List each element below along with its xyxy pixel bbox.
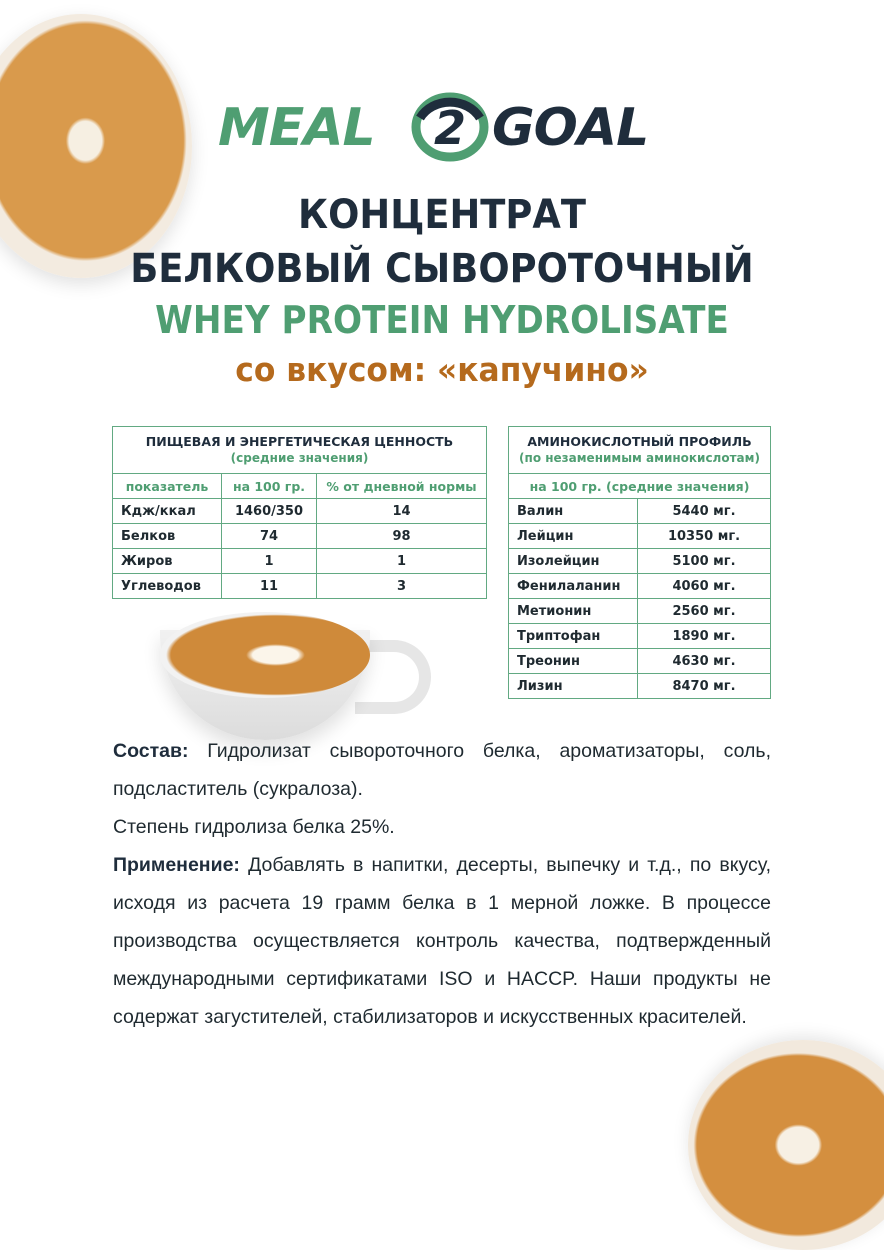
row-label: Треонин [509, 649, 638, 674]
nutrition-table-header [113, 427, 487, 474]
table-row [509, 524, 771, 549]
flavor-label: со вкусом: «капучино» [235, 350, 649, 389]
cell-value: 5100 мг. [638, 549, 771, 574]
row-label: Триптофан [509, 624, 638, 649]
table-row [509, 499, 771, 524]
cell-value: 4060 мг. [638, 574, 771, 599]
column-header: на 100 гр. [222, 474, 317, 499]
table-row [509, 674, 771, 699]
amino-subheading: (по незаменимым аминокислотам) [519, 451, 760, 465]
cell-value: 2560 мг. [638, 599, 771, 624]
row-label: Лейцин [509, 524, 638, 549]
cell-value: 1 [317, 549, 487, 574]
logo-goal: GOAL [492, 98, 649, 158]
logo-2-icon [404, 90, 496, 164]
row-label: Метионин [509, 599, 638, 624]
row-label: Кдж/ккал [113, 499, 222, 524]
cell-value: 4630 мг. [638, 649, 771, 674]
table-row [509, 599, 771, 624]
amino-acid-table [508, 426, 771, 699]
nutrition-table [112, 426, 487, 599]
cell-value: 5440 мг. [638, 499, 771, 524]
usage-paragraph [113, 846, 771, 1036]
row-label: Углеводов [113, 574, 222, 599]
composition-text: Гидролизат сывороточного белка, ароматизаторы, соль, подсластитель (сукралоза). [113, 740, 771, 800]
cell-value: 1890 мг. [638, 624, 771, 649]
cell-value: 14 [317, 499, 487, 524]
logo-meal: MEAL [218, 98, 375, 158]
cell-value: 8470 мг. [638, 674, 771, 699]
nutrition-column-headers [113, 474, 487, 499]
composition-paragraph [113, 732, 771, 808]
amino-table-header [509, 427, 771, 474]
row-label: Фенилаланин [509, 574, 638, 599]
product-title-english: WHEY PROTEIN HYDROLISATE [155, 298, 729, 342]
composition-label: Состав: [113, 740, 189, 762]
coffee-cup-image-center [150, 600, 480, 740]
table-row [113, 499, 487, 524]
column-header: на 100 гр. (средние значения) [509, 474, 771, 499]
cell-value: 98 [317, 524, 487, 549]
cell-value: 3 [317, 574, 487, 599]
product-title-line2: БЕЛКОВЫЙ СЫВОРОТОЧНЫЙ [130, 246, 754, 292]
row-label: Белков [113, 524, 222, 549]
cell-value: 74 [222, 524, 317, 549]
amino-heading: АМИНОКИСЛОТНЫЙ ПРОФИЛЬ [527, 434, 752, 449]
logo-mark-text: 2 [433, 101, 467, 155]
column-header: показатель [113, 474, 222, 499]
table-row [113, 524, 487, 549]
cell-value: 1 [222, 549, 317, 574]
table-row [113, 549, 487, 574]
cell-value: 1460/350 [222, 499, 317, 524]
table-row [509, 649, 771, 674]
table-row [509, 549, 771, 574]
hydrolysis-paragraph: Степень гидролиза белка 25%. [113, 816, 395, 838]
row-label: Лизин [509, 674, 638, 699]
product-title-line1: КОНЦЕНТРАТ [298, 192, 586, 238]
cup-foam [160, 612, 370, 698]
row-label: Жиров [113, 549, 222, 574]
amino-column-header-row [509, 474, 771, 499]
table-row [509, 624, 771, 649]
table-row [509, 574, 771, 599]
usage-text: Добавлять в напитки, десерты, выпечку и т.д., по вкусу, исходя из расчета 19 грамм белка в 1 мерной ложке. В процессе производства осуществляется контроль качества, подтвержденный международными сертификатами ISO и HACCP. Наши продукты не содержат загустителей, стабилизаторов и искусственных красителей. [113, 854, 771, 1028]
coffee-cup-image-bottom-right [688, 1040, 884, 1250]
cell-value: 11 [222, 574, 317, 599]
brand-logo [0, 90, 884, 170]
row-label: Валин [509, 499, 638, 524]
column-header: % от дневной нормы [317, 474, 487, 499]
cell-value: 10350 мг. [638, 524, 771, 549]
table-row [113, 574, 487, 599]
usage-label: Применение: [113, 854, 240, 876]
row-label: Изолейцин [509, 549, 638, 574]
nutrition-heading: ПИЩЕВАЯ И ЭНЕРГЕТИЧЕСКАЯ ЦЕННОСТЬ [145, 434, 454, 449]
nutrition-subheading: (средние значения) [230, 451, 369, 465]
